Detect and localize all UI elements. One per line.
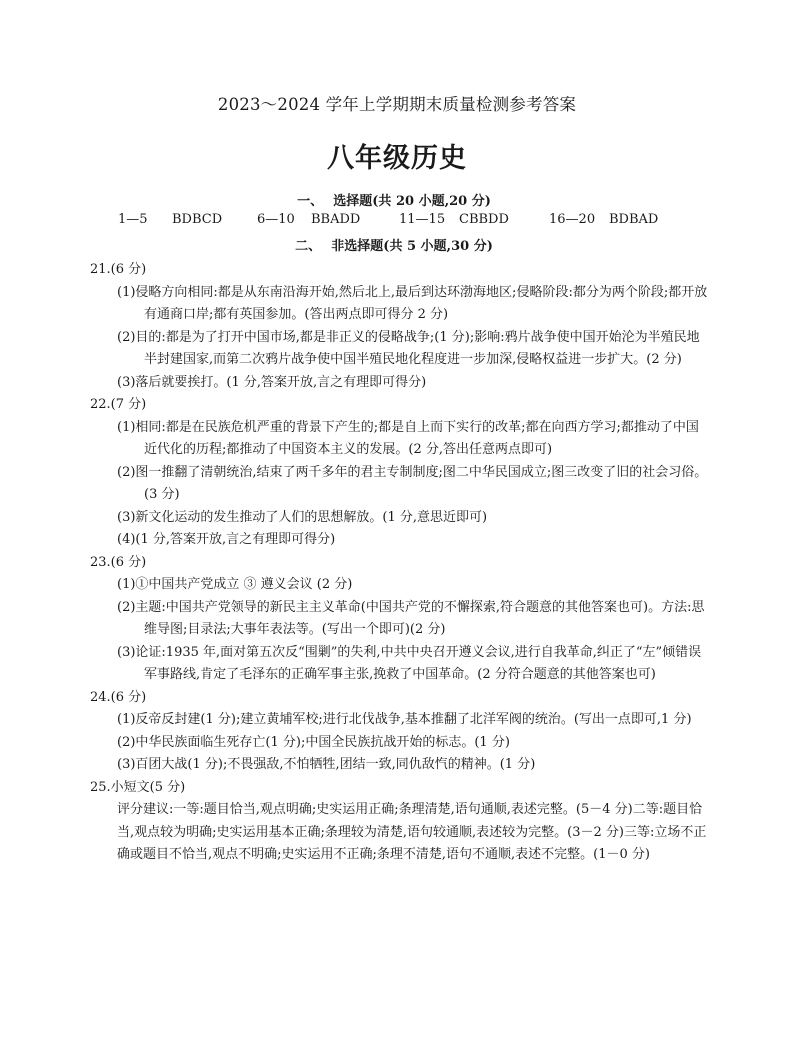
- question-number: 25.小短文(5 分): [90, 779, 186, 795]
- question-23: [90, 552, 710, 687]
- section-1-title: 选择题(共 20 小题,20 分): [333, 194, 491, 209]
- answer-group: [549, 212, 658, 227]
- section-2-number: 二、: [295, 239, 322, 254]
- answer-letters: BDBAD: [609, 212, 659, 227]
- answer-group: [257, 212, 360, 227]
- answer-item: (2)图一推翻了清朝统治,结束了两千多年的君主专制制度;图二中华民国成立;图三改变了旧的社会习俗。(3 分): [117, 464, 708, 502]
- answer-item: (1)反帝反封建(1 分);建立黄埔军校;进行北伐战争,基本推翻了北洋军阀的统治。(写出一点即可,1 分): [117, 712, 692, 727]
- answer-item: (2)目的:都是为了打开中国市场,都是非正义的侵略战争;(1 分);影响:鸦片战争使中国开始沦为半殖民地半封建国家,而第二次鸦片战争使中国半殖民地化程度进一步加深,侵略权益进一步扩大。(2 分): [117, 329, 700, 367]
- answer-range: 11—15: [399, 212, 446, 227]
- question-number: 21.(6 分): [90, 262, 147, 277]
- answer-item: (3)百团大战(1 分);不畏强敌,不怕牺牲,团结一致,同仇敌忾的精神。(1 分): [117, 757, 536, 772]
- answer-item: (1)①中国共产党成立 ③ 遵义会议 (2 分): [117, 577, 353, 592]
- question-number: 24.(6 分): [90, 689, 147, 705]
- answer-item: (3)新文化运动的发生推动了人们的思想解放。(1 分,意思近即可): [117, 509, 488, 525]
- answer-group: [399, 212, 509, 227]
- answer-group: [118, 212, 222, 227]
- section-2-title: 非选择题(共 5 小题,30 分): [331, 239, 493, 254]
- exam-subtitle: 2023～2024 学年上学期期末质量检测参考答案: [217, 95, 577, 114]
- section-1-heading: [0, 190, 794, 209]
- answer-item: (2)中华民族面临生死存亡(1 分);中国全民族抗战开始的标志。(1 分): [117, 734, 510, 750]
- question-22: [90, 394, 710, 552]
- page-title: 八年级历史: [327, 143, 467, 174]
- question-number: 22.(7 分): [90, 397, 147, 412]
- answer-item: (2)主题:中国共产党领导的新民主主义革命(中国共产党的不懈探索,符合题意的其他答案也可)。方法:思维导图;目录法;大事年表法等。(写出一个即可)(2 分): [117, 599, 705, 637]
- answer-range: 6—10: [257, 212, 295, 227]
- question-25: [90, 777, 710, 867]
- question-24: [90, 687, 710, 777]
- answer-content: [90, 259, 710, 867]
- answer-item: (4)(1 分,答案开放,言之有理即可得分): [117, 532, 336, 547]
- answer-letters: BDBCD: [172, 212, 223, 227]
- question-number: 23.(6 分): [90, 554, 147, 570]
- answer-letters: BBADD: [311, 212, 361, 227]
- answer-item: (3)论证:1935 年,面对第五次反“围剿”的失利,中共中央召开遵义会议,进行自我革命,纠正了“左”倾错误军事路线,肯定了毛泽东的正确军事主张,挽救了中国革命。(2 分符合题意的其他答案也可): [117, 644, 702, 682]
- scoring-guidance: 评分建议:一等:题目恰当,观点明确;史实运用正确;条理清楚,语句通顺,表述完整。(5－4 分)二等:题目恰当,观点较为明确;史实运用基本正确;条理较为清楚,语句较通顺,表述较为完整。(3－2 分)三等:立场不正确或题目不恰当,观点不明确;史实运用不正确;条理不清楚,语句不通顺,表述不完整。(1－0 分): [117, 802, 707, 862]
- answer-item: (3)落后就要挨打。(1 分,答案开放,言之有理即可得分): [117, 374, 427, 390]
- question-21: [90, 259, 710, 394]
- answer-range: 16—20: [549, 212, 596, 227]
- section-1-number: 一、: [297, 194, 324, 209]
- answer-item: (1)侵略方向相同:都是从东南沿海开始,然后北上,最后到达环渤海地区;侵略阶段:都分为两个阶段;都开放有通商口岸;都有英国参加。(答出两点即可得分 2 分): [117, 284, 708, 322]
- answer-item: (1)相同:都是在民族危机严重的背景下产生的;都是自上而下实行的改革;都在向西方学习;都推动了中国近代化的历程;都推动了中国资本主义的发展。(2 分,答出任意两点即可): [117, 419, 699, 457]
- section-2-heading: [0, 235, 794, 254]
- answer-letters: CBBDD: [459, 212, 509, 227]
- answer-range: 1—5: [118, 212, 148, 227]
